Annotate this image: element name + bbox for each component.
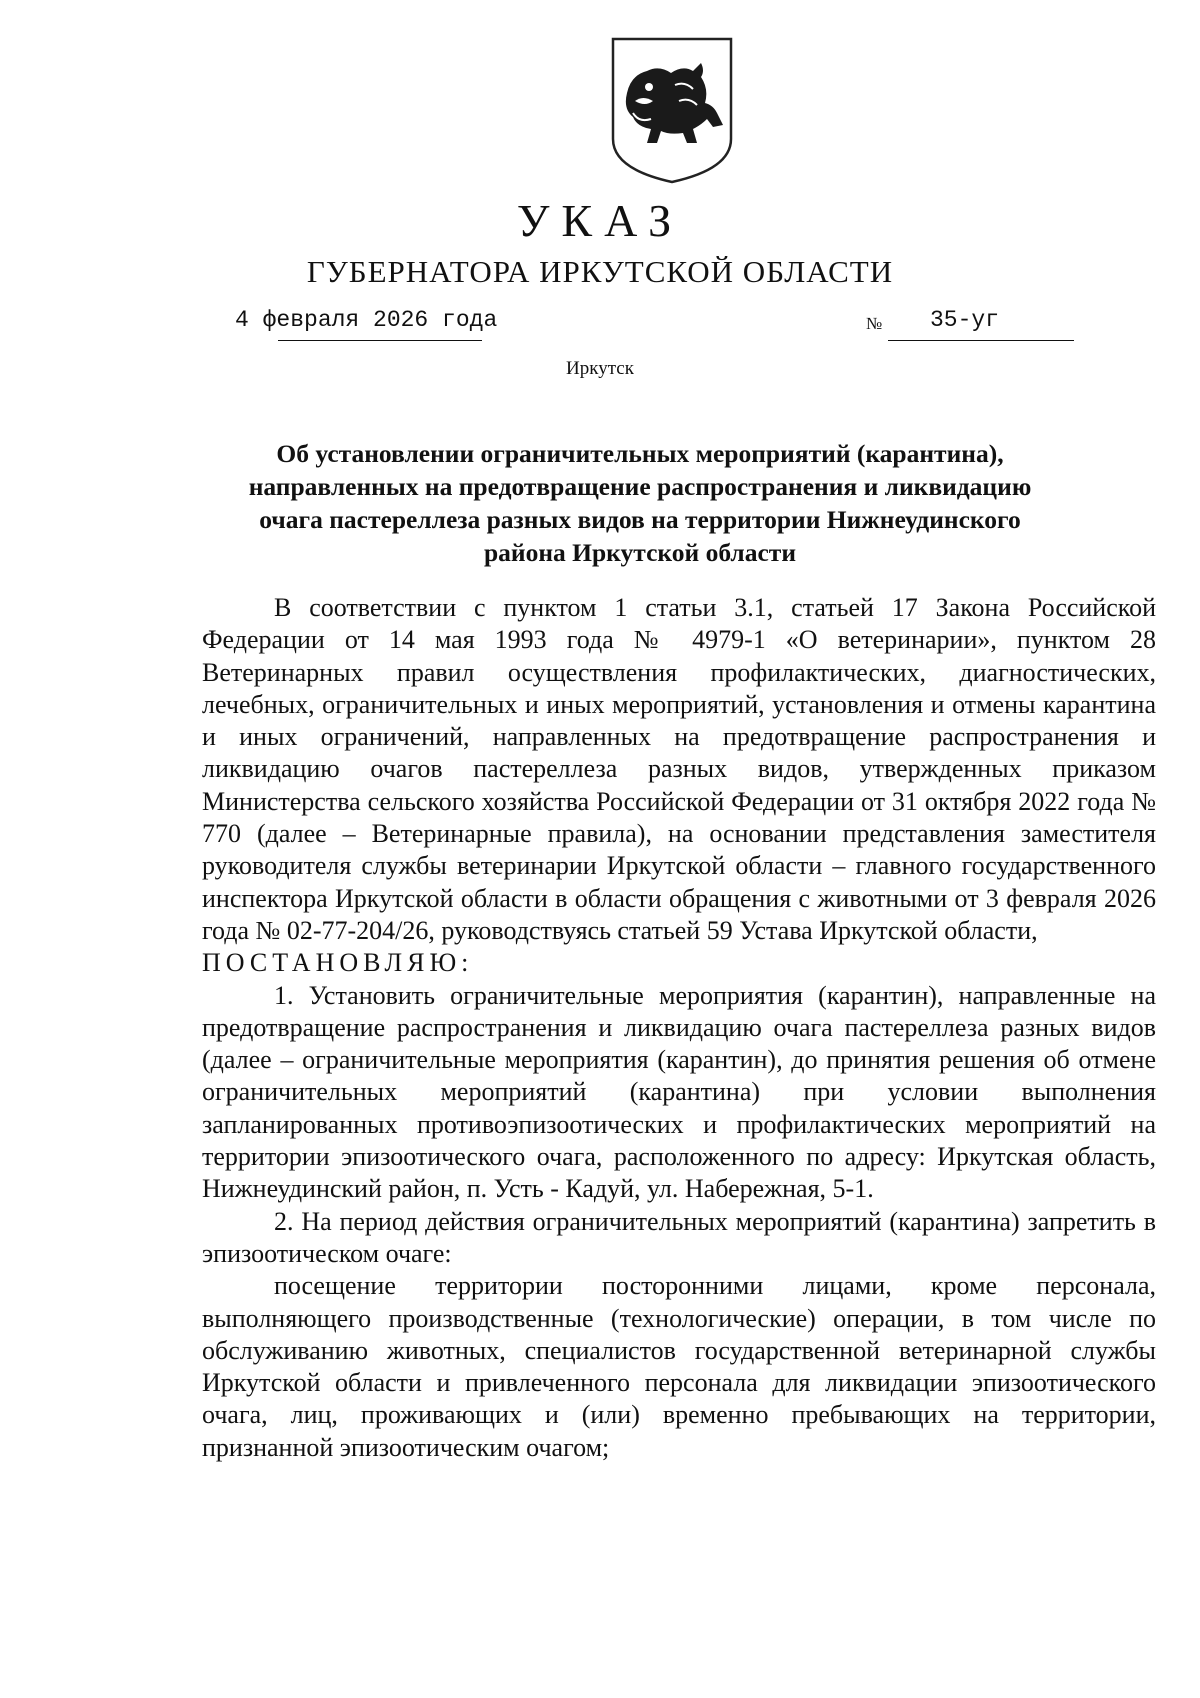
document-date: 4 февраля 2026 года [235,307,498,333]
number-underline [888,340,1074,341]
document-heading [200,437,1080,569]
document-title: УКАЗ [516,195,684,246]
document-issuer: ГУБЕРНАТОРА ИРКУТСКОЙ ОБЛАСТИ [306,254,894,289]
paragraph-2-item: посещение территории посторонними лицами, кроме персонала, выполняющего производственные (технологические) операции, в том числе по обслуживанию животных, специалистов государственной ветеринарной службы Иркутской области и привлеченного персонала для ликвидации эпизоотического очага, лиц, проживающих и (или) временно пребывающих на территории, признанной эпизоотическим очагом; [202,1271,1156,1462]
decree-word: ПОСТАНОВЛЯЮ: [202,948,474,978]
paragraph-2: 2. На период действия ограничительных мероприятий (карантина) запретить в эпизоотическом очаге: [202,1206,1156,1268]
heading-line: очага пастереллеза разных видов на территории Нижнеудинского [259,505,1021,534]
heading-line: направленных на предотвращение распространения и ликвидацию [248,472,1032,501]
document-body [202,592,1156,1464]
document-number: 35-уг [930,307,1000,333]
preamble-paragraph: В соответствии с пунктом 1 статьи 3.1, статьей 17 Закона Российской Федерации от 14 мая 1993 года № 4979-1 «О ветеринарии», пунктом 28 Ветеринарных правил осуществления профилактических, диагностических, лечебных, ограничительных и иных мероприятий, установления и отмены карантина и иных ограничений, направленных на предотвращение распространения и ликвидацию очагов пастереллеза разных видов, утвержденных приказом Министерства сельского хозяйства Российской Федерации от 31 октября 2022 года № 770 (далее – Ветеринарные правила), на основании представления заместителя руководителя службы ветеринарии Иркутской области – главного государственного инспектора Иркутской области в области обращения с животными от 3 февраля 2026 года № 02-77-204/26, руководствуясь статьей 59 Устава Иркутской области, [202,593,1156,945]
coat-of-arms-emblem [609,35,735,185]
document-city: Иркутск [566,358,634,379]
heading-line: района Иркутской области [483,538,797,567]
number-sign: № [866,314,883,333]
date-underline [278,340,482,341]
heading-line: Об установлении ограничительных мероприятий (карантина), [276,439,1004,468]
paragraph-1: 1. Установить ограничительные мероприятия (карантин), направленные на предотвращение распространения и ликвидацию очага пастереллеза разных видов (далее – ограничительные мероприятия (карантин), до принятия решения об отмене ограничительных мероприятий (карантина) при условии выполнения запланированных противоэпизоотических и профилактических мероприятий на территории эпизоотического очага, расположенного по адресу: Иркутская область, Нижнеудинский район, п. Усть - Кадуй, ул. Набережная, 5-1. [202,980,1156,1204]
